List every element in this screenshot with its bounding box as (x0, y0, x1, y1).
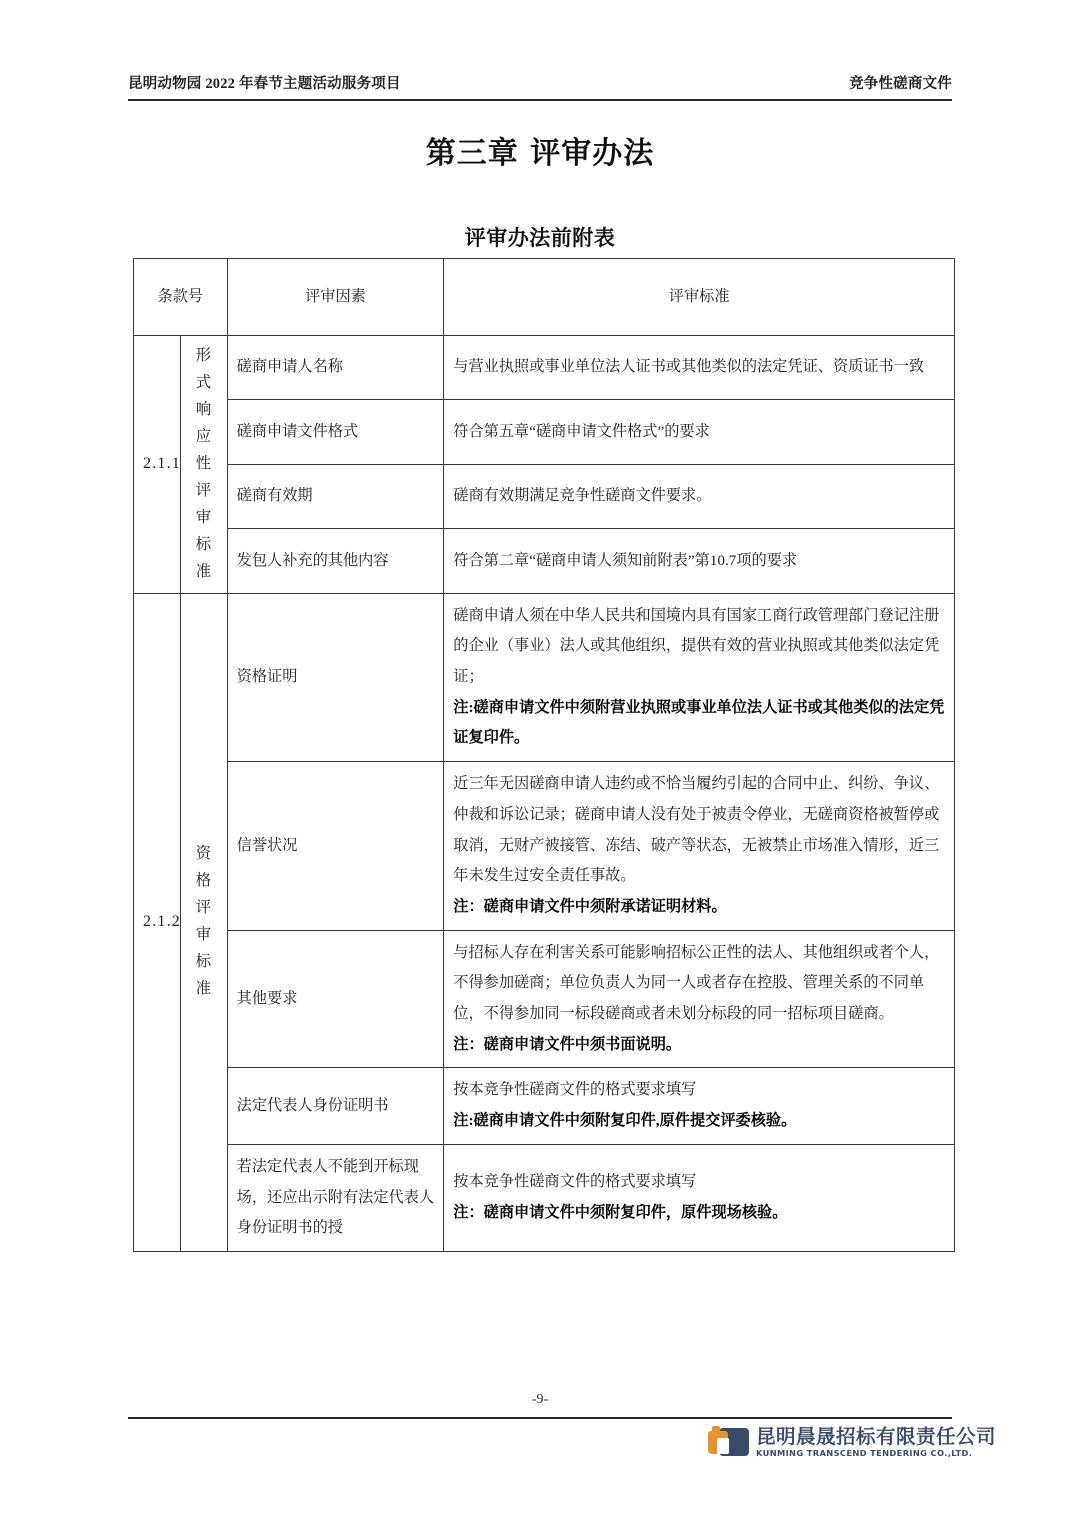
standard-text: 按本竞争性磋商文件的格式要求填写 (453, 1173, 697, 1191)
standard-text: 磋商申请人须在中华人民共和国境内具有国家工商行政管理部门登记注册的企业（事业）法人或其他组织，提供有效的营业执照或其他类似法定凭证； (453, 606, 940, 685)
standard-note: 注：磋商申请文件中须书面说明。 (453, 1035, 682, 1053)
column-header-standard: 评审标准 (444, 259, 955, 336)
standard-cell: 磋商有效期满足竞争性磋商文件要求。 (444, 464, 955, 528)
standard-cell (444, 1068, 955, 1144)
evaluation-table (133, 258, 955, 1252)
table-title: 评审办法前附表 (464, 226, 616, 250)
page-number: -9- (531, 1392, 549, 1407)
company-logo-text (756, 1424, 997, 1459)
factor-cell: 磋商申请文件格式 (227, 400, 444, 464)
running-header-right: 竞争性磋商文件 (849, 76, 952, 92)
table-row (134, 1068, 955, 1144)
standard-note: 注:磋商申请文件中须附营业执照或事业单位法人证书或其他类似的法定凭证复印件。 (453, 698, 945, 747)
table-row (134, 464, 955, 528)
factor-cell: 发包人补充的其他内容 (227, 529, 444, 593)
group-name-212: 资格评审标 准 (180, 593, 227, 1251)
standard-text: 近三年无因磋商申请人违约或不恰当履约引起的合同中止、纠纷、争议、仲裁和诉讼记录；磋商申请人没有处于被责令停业，无磋商资格被暂停或取消，无财产被接管、冻结、破产等状态，无被禁止市场准入情形，近三年未发生过安全责任事故。 (453, 775, 940, 885)
standard-cell: 与营业执照或事业单位法人证书或其他类似的法定凭证、资质证书一致 (444, 336, 955, 400)
company-name-cn: 昆明晨晟招标有限责任公司 (756, 1424, 997, 1448)
table-row (134, 336, 955, 400)
evaluation-table-wrapper (133, 258, 955, 1252)
standard-text: 与招标人存在利害关系可能影响招标公正性的法人、其他组织或者个人，不得参加磋商；单位负责人为同一人或者存在控股、管理关系的不同单位，不得参加同一标段磋商或者未划分标段的同一招标项目磋商。 (453, 943, 940, 1023)
factor-cell: 磋商申请人名称 (227, 336, 444, 400)
standard-cell (444, 593, 955, 762)
group-name-211: 形式响应性 评审标准 (180, 336, 227, 594)
factor-cell: 资格证明 (227, 593, 444, 762)
clause-number-212: 2.1.2 (134, 593, 181, 1251)
factor-cell: 法定代表人身份证明书 (227, 1068, 444, 1144)
table-row (134, 930, 955, 1068)
table-row (134, 593, 955, 762)
factor-cell: 磋商有效期 (227, 464, 444, 528)
column-header-factor: 评审因素 (227, 259, 444, 336)
column-header-clause: 条款号 (134, 259, 228, 336)
factor-cell: 其他要求 (227, 930, 444, 1068)
table-row (134, 1144, 955, 1251)
footer-rule (128, 1417, 952, 1419)
chapter-title: 第三章 评审办法 (425, 136, 655, 171)
standard-text: 按本竞争性磋商文件的格式要求填写 (453, 1081, 697, 1099)
standard-note: 注：磋商申请文件中须附复印件，原件现场核验。 (453, 1203, 788, 1221)
standard-cell (444, 762, 955, 931)
company-name-en: KUNMING TRANSCEND TENDERING CO.,LTD. (756, 1448, 973, 1459)
table-row (134, 529, 955, 593)
running-header (128, 72, 952, 93)
standard-cell (444, 1144, 955, 1251)
standard-cell (444, 930, 955, 1068)
running-header-left: 昆明动物园 2022 年春节主题活动服务项目 (128, 76, 401, 92)
table-row (134, 400, 955, 464)
standard-note: 注:磋商申请文件中须附复印件,原件提交评委核验。 (453, 1112, 797, 1130)
company-logo-icon (706, 1426, 750, 1460)
standard-cell: 符合第五章“磋商申请文件格式”的要求 (444, 400, 955, 464)
header-rule (128, 99, 952, 101)
factor-cell: 信誉状况 (227, 762, 444, 931)
standard-note: 注：磋商申请文件中须附承诺证明材料。 (453, 897, 727, 915)
company-logo (706, 1421, 997, 1465)
factor-cell: 若法定代表人不能到开标现场，还应出示附有法定代表人身份证明书的授 (227, 1144, 444, 1251)
standard-cell: 符合第二章“磋商申请人须知前附表”第10.7项的要求 (444, 529, 955, 593)
clause-number-211: 2.1.1 (134, 336, 181, 594)
table-header-row (134, 259, 955, 336)
table-row (134, 762, 955, 931)
